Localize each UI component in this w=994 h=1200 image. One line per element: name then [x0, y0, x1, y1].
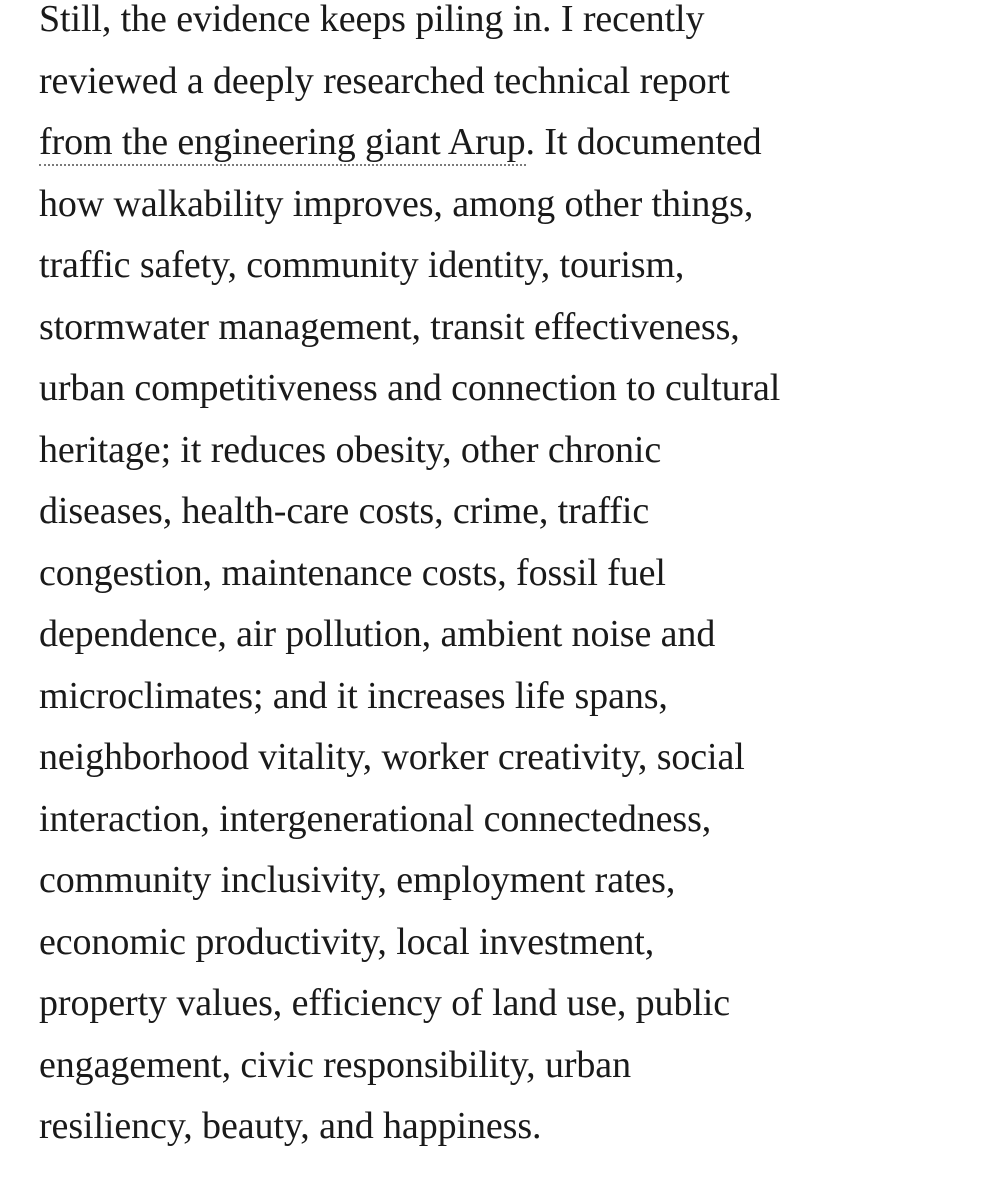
paragraph-line: heritage; it reduces obesity, other chronic — [39, 428, 662, 471]
paragraph-line: dependence, air pollution, ambient noise and — [39, 613, 716, 655]
paragraph-line: neighborhood vitality, worker creativity, social — [39, 736, 745, 778]
paragraph-line: traffic safety, community identity, tourism, — [39, 244, 685, 286]
arup-report-link[interactable]: from the engineering giant Arup — [39, 121, 526, 166]
article-paragraph — [39, 0, 969, 1158]
paragraph-line: reviewed a deeply researched technical report — [39, 59, 730, 102]
paragraph-line: microclimates; and it increases life spans, — [39, 674, 668, 717]
paragraph-line — [39, 112, 969, 174]
paragraph-text: . It documented — [525, 121, 762, 163]
paragraph-line: property values, efficiency of land use, public — [39, 982, 731, 1024]
paragraph-line: urban competitiveness and connection to cultural — [39, 367, 781, 409]
paragraph-line: congestion, maintenance costs, fossil fuel — [39, 551, 666, 594]
paragraph-line: resiliency, beauty, and happiness. — [39, 1105, 542, 1147]
paragraph-line: community inclusivity, employment rates, — [39, 859, 676, 901]
paragraph-line: diseases, health-care costs, crime, traffic — [39, 490, 650, 532]
paragraph-line: stormwater management, transit effectiveness, — [39, 305, 740, 348]
paragraph-line: Still, the evidence keeps piling in. I recently — [39, 0, 705, 40]
paragraph-line: economic productivity, local investment, — [39, 920, 655, 963]
paragraph-line: engagement, civic responsibility, urban — [39, 1043, 631, 1086]
paragraph-line: interaction, intergenerational connectedness, — [39, 797, 712, 840]
paragraph-line: how walkability improves, among other things, — [39, 182, 754, 225]
